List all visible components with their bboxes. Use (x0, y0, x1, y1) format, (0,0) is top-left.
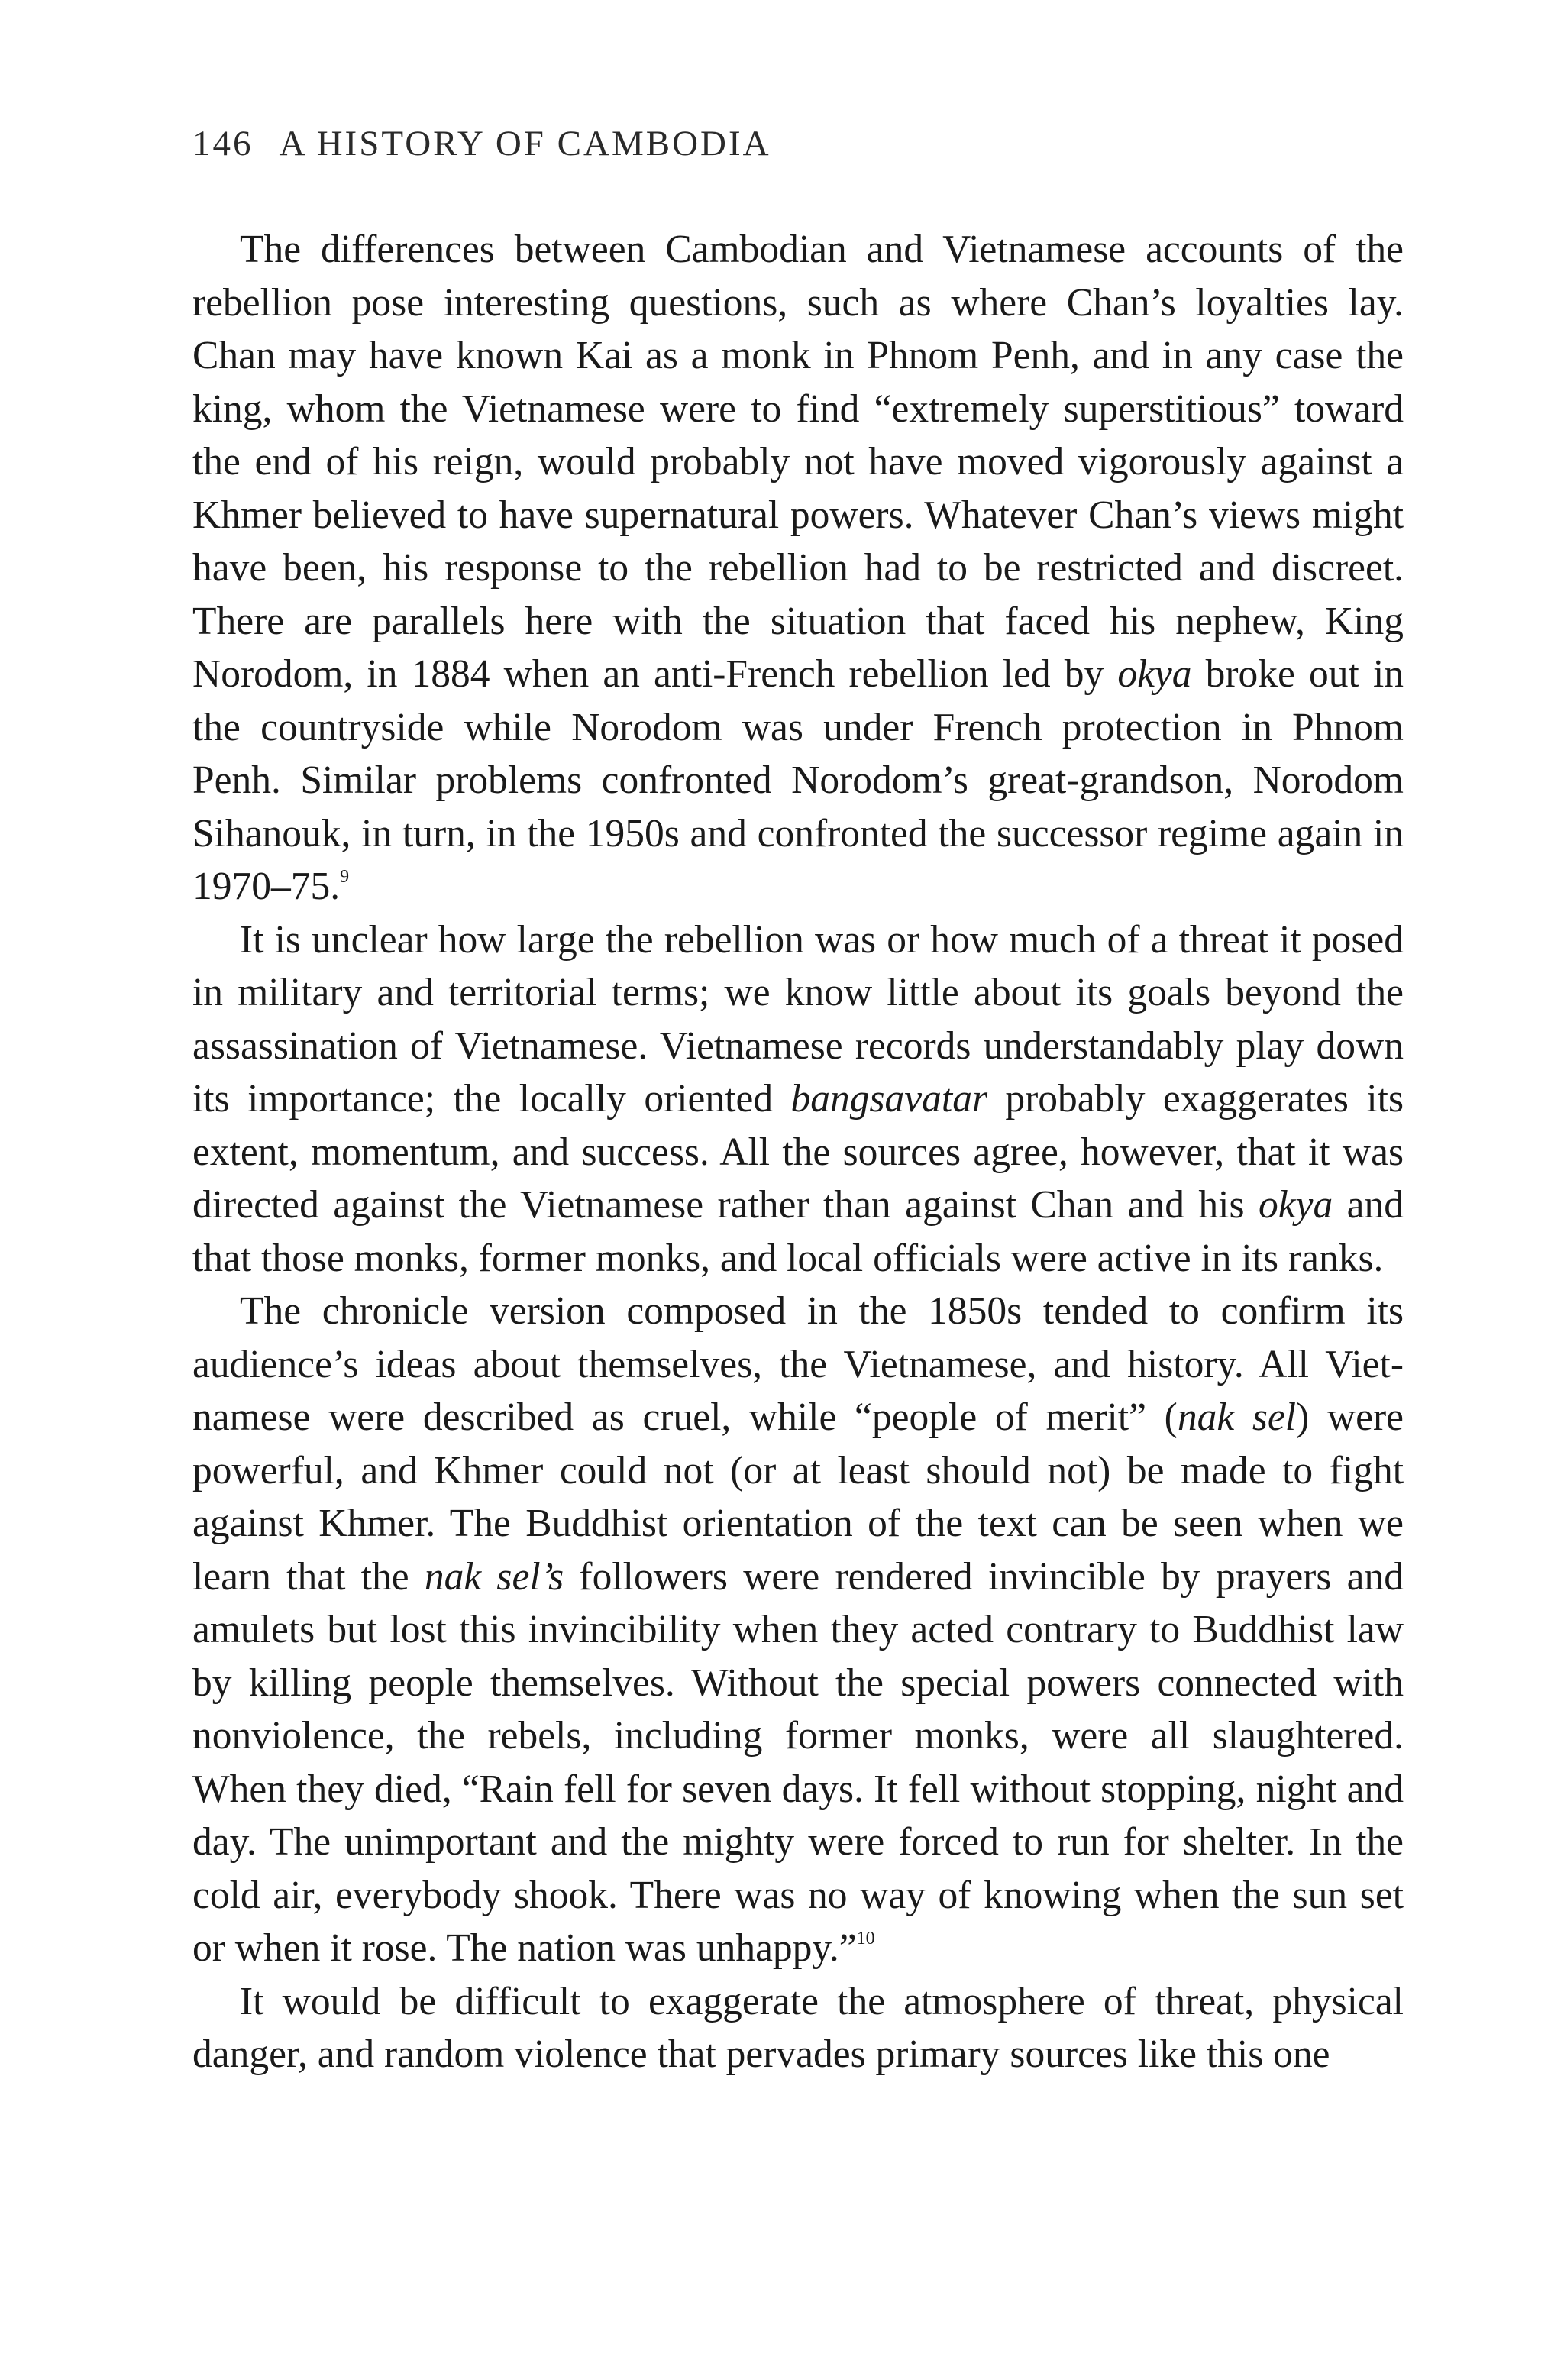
text-run: It would be difficult to exaggerate the atmosphere of threat, physical danger, and random violence that pervades primary sources like this one (192, 1979, 1404, 2076)
italic-term: okya (1258, 1183, 1333, 1227)
paragraph (192, 223, 1404, 914)
italic-term: nak sel (1177, 1395, 1297, 1439)
italic-term: okya (1117, 652, 1192, 696)
footnote-marker: 10 (856, 1929, 875, 1948)
text-run: ) were powerful, and Khmer could not (or at least should not) be made to fight against Khmer. The Buddhist orientation of the text can be seen when we learn that the (192, 1395, 1404, 1599)
paragraph (192, 914, 1404, 1285)
text-run: The chronicle version composed in the 1850s tended to confirm its audience’s ideas about themselves, the Vietnamese, and history. All Vietnamese were described as cruel, while “people of merit” ( (192, 1289, 1404, 1439)
text-run: It is unclear how large the rebellion was or how much of a threat it posed in military and territorial terms; we know little about its goals beyond the assassination of Vietnamese. Vietnamese records understandably play down its importance; the locally oriented (192, 917, 1404, 1120)
italic-term: bangsavatar (790, 1077, 987, 1120)
footnote-marker: 9 (340, 867, 350, 887)
page-number: 146 (192, 124, 254, 163)
text-run: followers were rendered invincible by prayers and amulets but lost this invincibility when they acted contrary to Buddhist law by killing people themselves. Without the special powers connected with nonviolence, the rebels, including former monks, were all slaughtered. When they died, “Rain fell for seven days. It fell without stopping, night and day. The unimportant and the mighty were forced to run for shelter. In the cold air, everybody shook. There was no way of knowing when the sun set or when it rose. The nation was unhappy.” (192, 1554, 1404, 1970)
italic-term: nak sel’s (424, 1554, 564, 1599)
text-run: probably exaggerates its extent, momentum, and success. All the sources agree, however, that it was directed against the Vietnamese rather than against Chan and his (192, 1077, 1404, 1227)
running-title: A HISTORY OF CAMBODIA (279, 124, 771, 163)
running-head (192, 122, 1404, 165)
body-text (192, 223, 1404, 2081)
text-run: broke out in the countryside while Norodom was under French protection in Phnom Penh. Similar problems confronted Norodom’s great-grandson, Norodom Sihanouk, in turn, in the 1950s and confronted the successor regime again in 1970–75. (192, 652, 1404, 908)
paragraph (192, 1285, 1404, 1975)
paragraph (192, 1975, 1404, 2081)
text-run: and that those monks, former monks, and local officials were active in its ranks. (192, 1183, 1404, 1280)
text-run: The differences between Cambodian and Vietnamese accounts of the rebellion pose interesting questions, such as where Chan’s loyalties lay. Chan may have known Kai as a monk in Phnom Penh, and in any case the king, whom the Vietnamese were to find “extremely superstitious” toward the end of his reign, would probably not have moved vigorously against a Khmer believed to have supernatural powers. Whatever Chan’s views might have been, his response to the rebellion had to be restricted and discreet. There are parallels here with the situation that faced his nephew, King Norodom, in 1884 when an anti-French rebellion led by (192, 228, 1404, 696)
